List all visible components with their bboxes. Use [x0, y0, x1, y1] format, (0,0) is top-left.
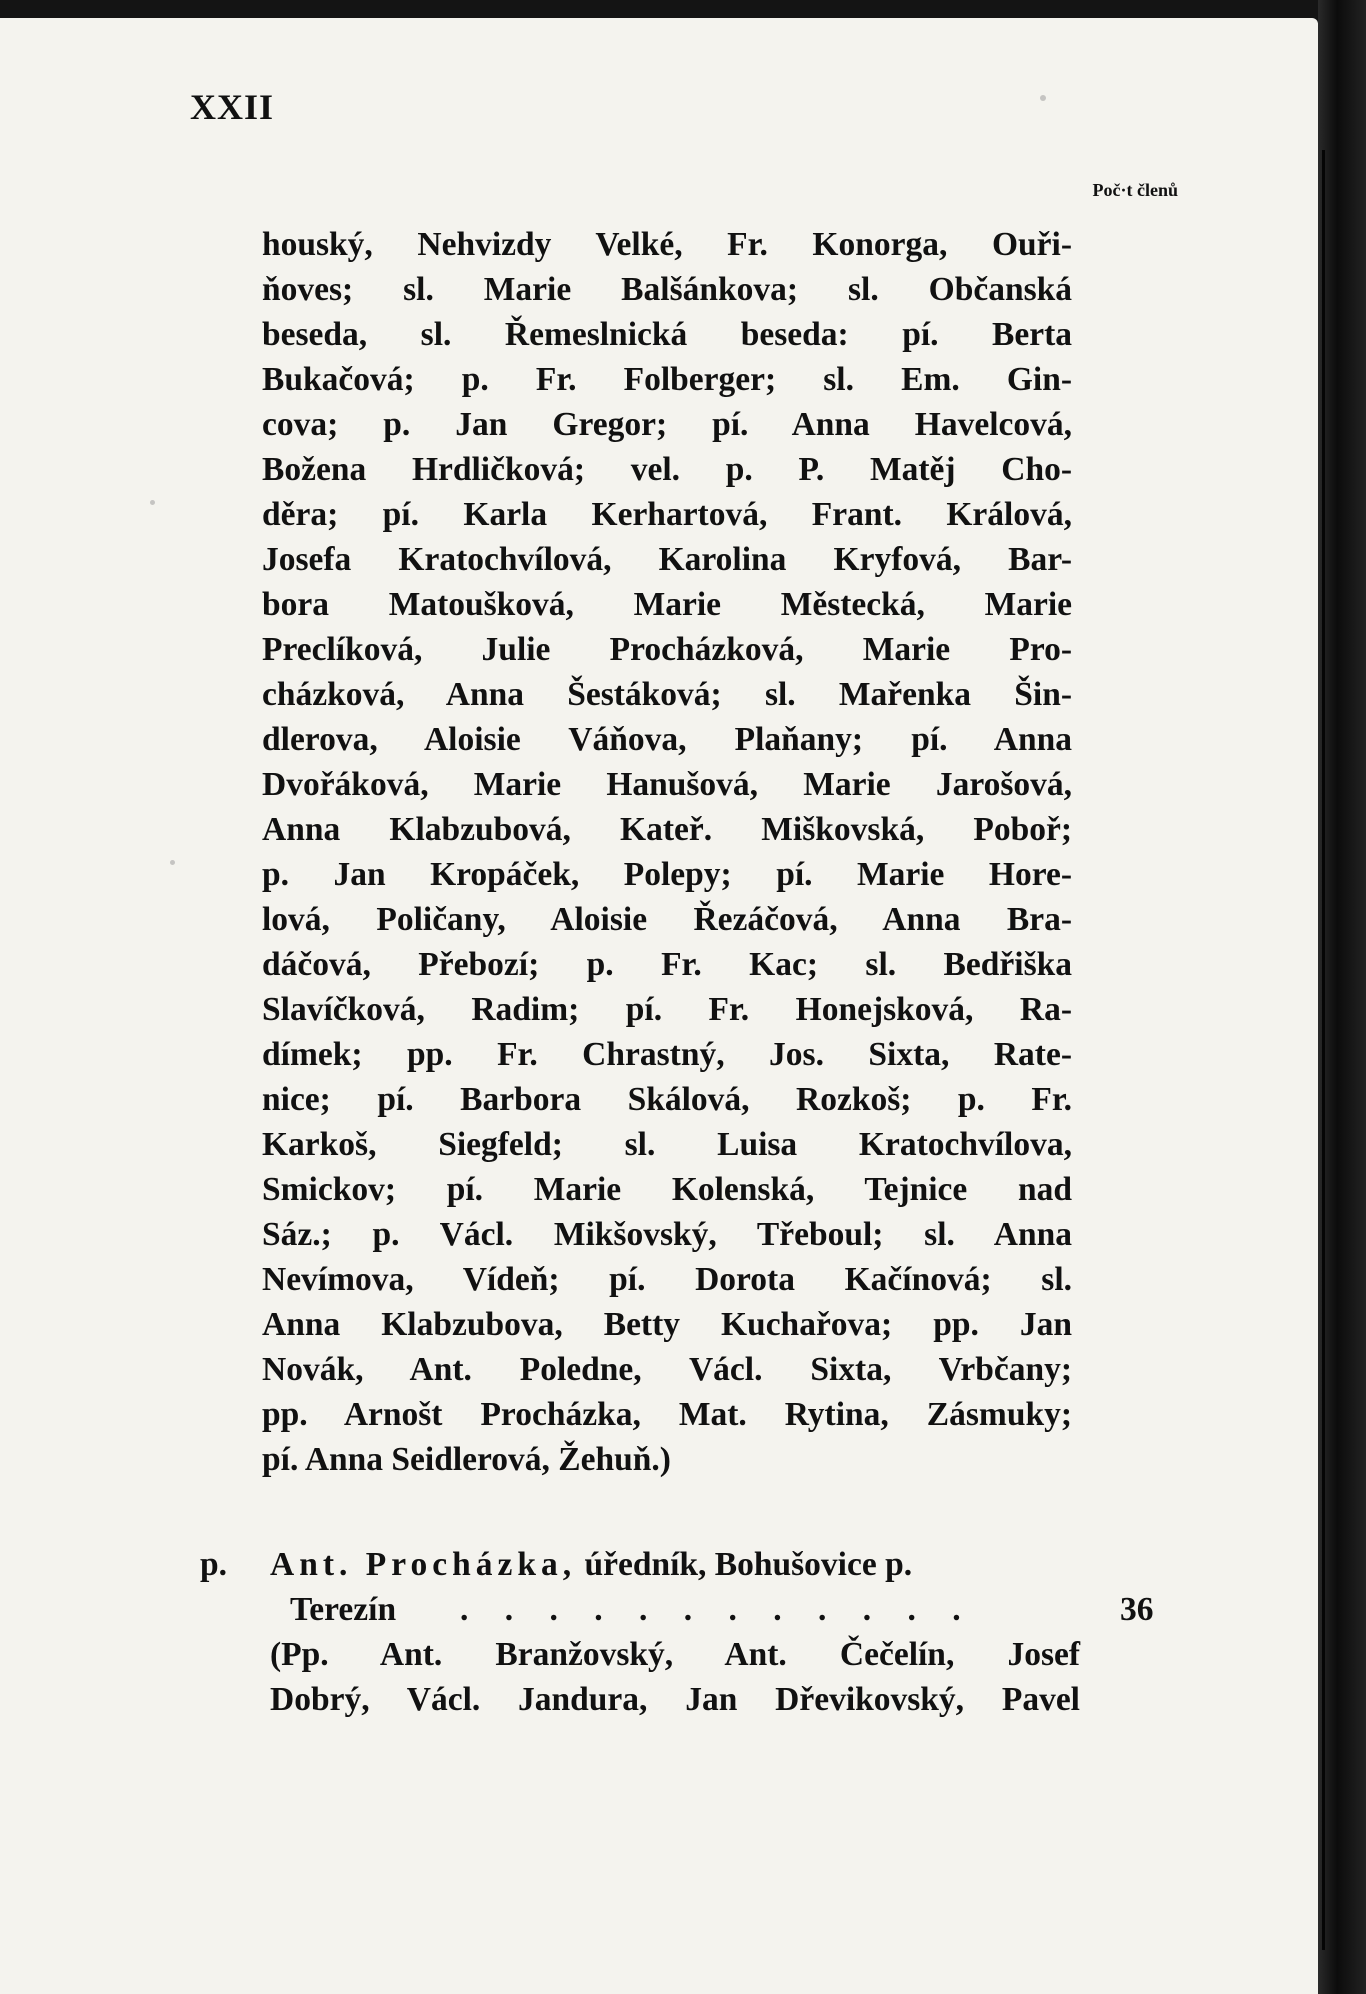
text-line: Anna Klabzubova, Betty Kuchařova; pp. Jan	[262, 1306, 1072, 1343]
text-line: lová, Poličany, Aloisie Řezáčová, Anna Bra-	[262, 901, 1072, 938]
paper-speck	[170, 860, 175, 865]
text-line: Božena Hrdličková; vel. p. P. Matěj Cho-	[262, 451, 1072, 488]
text-line: cova; p. Jan Gregor; pí. Anna Havelcová,	[262, 406, 1072, 443]
paper-speck	[150, 500, 155, 505]
page-number: XXII	[190, 87, 275, 127]
text-line: Josefa Kratochvílová, Karolina Kryfová, Bar-	[262, 541, 1072, 578]
text-line: Bukačová; p. Fr. Folberger; sl. Em. Gin-	[262, 361, 1072, 398]
entry-name-line	[270, 1542, 1080, 1587]
text-line: ňoves; sl. Marie Balšánkova; sl. Občanská	[262, 271, 1072, 308]
text-line: p. Jan Kropáček, Polepy; pí. Marie Hore-	[262, 856, 1072, 893]
text-line: nice; pí. Barbora Skálová, Rozkoš; p. Fr.	[262, 1081, 1072, 1118]
member-count: 36	[1120, 1591, 1154, 1628]
text-line: dáčová, Přebozí; p. Fr. Kac; sl. Bedřiška	[262, 946, 1072, 983]
text-line: dímek; pp. Fr. Chrastný, Jos. Sixta, Rate-	[262, 1036, 1072, 1073]
text-line: houský, Nehvizdy Velké, Fr. Konorga, Ouři-	[262, 226, 1072, 263]
text-line: pí. Anna Seidlerová, Žehuň.)	[262, 1441, 671, 1478]
text-line: děra; pí. Karla Kerhartová, Frant. Králová,	[262, 496, 1072, 533]
text-line: pp. Arnošt Procházka, Mat. Rytina, Zásmuky;	[262, 1396, 1072, 1433]
text-line: Nevímova, Vídeň; pí. Dorota Kačínová; sl.	[262, 1261, 1072, 1298]
spine-edge	[1322, 150, 1325, 1950]
text-line: dlerova, Aloisie Váňova, Plaňany; pí. Anna	[262, 721, 1072, 758]
text-line: Dobrý, Václ. Jandura, Jan Dřevikovský, Pavel	[270, 1681, 1080, 1718]
text-line: (Pp. Ant. Branžovský, Ant. Čečelín, Josef	[270, 1636, 1080, 1673]
text-line: Anna Klabzubová, Kateř. Miškovská, Poboř;	[262, 811, 1072, 848]
entry-name: Ant. Procházka,	[270, 1546, 577, 1583]
member-list-text	[262, 222, 1072, 1482]
text-line: Karkoš, Siegfeld; sl. Luisa Kratochvílova,	[262, 1126, 1072, 1163]
paper-speck	[1040, 95, 1046, 101]
column-header: Poč·t členů	[1092, 180, 1178, 200]
text-line: bora Matoušková, Marie Městecká, Marie	[262, 586, 1072, 623]
text-line: Dvořáková, Marie Hanušová, Marie Jarošová,	[262, 766, 1072, 803]
entry-details	[270, 1632, 1080, 1722]
text-line: Preclíková, Julie Procházková, Marie Pro-	[262, 631, 1072, 668]
book-spine	[1318, 0, 1366, 1994]
text-line: Novák, Ant. Poledne, Václ. Sixta, Vrbčany;	[262, 1351, 1072, 1388]
entry-occupation: úředník, Bohušovice p.	[576, 1546, 913, 1583]
entry-title-prefix: p.	[200, 1546, 228, 1583]
text-line: Slavíčková, Radim; pí. Fr. Honejsková, Ra-	[262, 991, 1072, 1028]
entry-place: Terezín	[290, 1591, 397, 1628]
text-line: cházková, Anna Šestáková; sl. Mařenka Šin-	[262, 676, 1072, 713]
leader-dots: . . . . . . . . . . . .	[460, 1591, 975, 1628]
text-line: Sáz.; p. Václ. Mikšovský, Třeboul; sl. Anna	[262, 1216, 1072, 1253]
text-line: beseda, sl. Řemeslnická beseda: pí. Berta	[262, 316, 1072, 353]
text-line: Smickov; pí. Marie Kolenská, Tejnice nad	[262, 1171, 1072, 1208]
